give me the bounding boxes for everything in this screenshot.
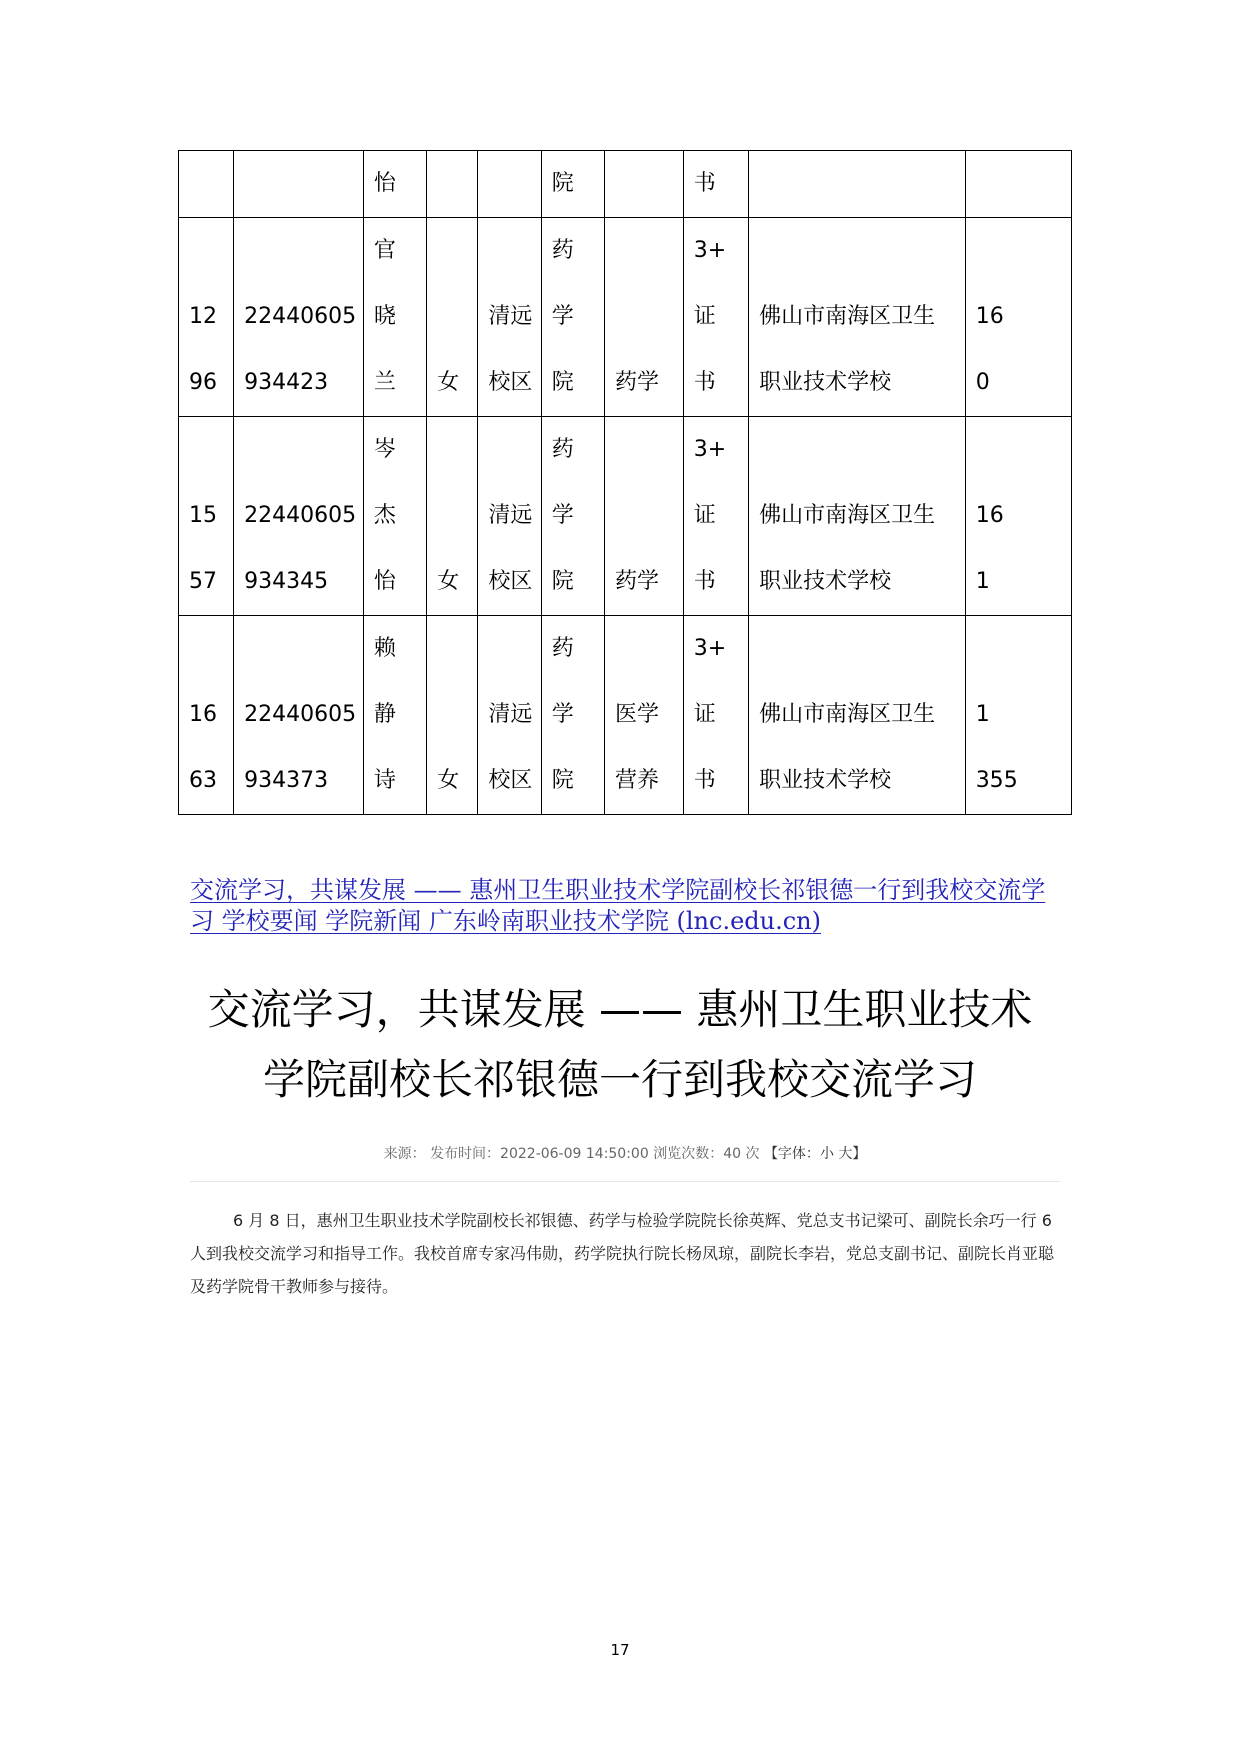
origin-school: 佛山市南海区卫生 职业技术学校: [749, 616, 966, 815]
title-line-2: 学院副校长祁银德一行到我校交流学习: [262, 1055, 977, 1104]
font-large-button[interactable]: 大: [838, 1146, 853, 1162]
table-row: 怡 院 书: [179, 151, 1072, 218]
college: 药 学 院: [541, 218, 604, 417]
student-name: 岑 杰 怡: [363, 417, 426, 616]
exam-id: 22440605 934373: [234, 616, 364, 815]
score: 16 0: [965, 218, 1071, 417]
major: 药学: [605, 218, 684, 417]
table-row: [179, 417, 1072, 616]
student-name: 赖 静 诗: [363, 616, 426, 815]
title-line-1: 交流学习，共谋发展 —— 惠州卫生职业技术: [207, 985, 1033, 1034]
article-body: 6 月 8 日，惠州卫生职业技术学院副校长祁银德、药学与检验学院院长徐英辉、党总支书记梁可、副院长余巧一行 6 人到我校交流学习和指导工作。我校首席专家冯伟勋，药学院执行院长杨凤琼，副院长李岩，党总支副书记、副院长肖亚聪及药学院骨干教师参与接待。: [190, 1211, 1055, 1296]
font-small-button[interactable]: 小: [819, 1146, 834, 1162]
source-label: 来源：: [383, 1146, 426, 1162]
origin-school: 佛山市南海区卫生 职业技术学校: [749, 417, 966, 616]
major: 医学 营养: [605, 616, 684, 815]
view-count: 浏览次数：40 次: [653, 1146, 760, 1162]
college: 药 学 院: [541, 616, 604, 815]
score: 1 355: [965, 616, 1071, 815]
score: 16 1: [965, 417, 1071, 616]
origin-school: 佛山市南海区卫生 职业技术学校: [749, 218, 966, 417]
campus: 清远 校区: [478, 218, 541, 417]
admission-type: 3+ 证 书: [683, 616, 748, 815]
major: 药学: [605, 417, 684, 616]
table-row: [179, 616, 1072, 815]
student-table: [178, 150, 1072, 815]
article-meta: [190, 1144, 1060, 1164]
row-no: 15 57: [179, 417, 234, 616]
campus: 清远 校区: [478, 616, 541, 815]
gender: 女: [427, 218, 478, 417]
page-number: 17: [610, 1641, 630, 1659]
divider: [190, 1181, 1060, 1182]
college: 药 学 院: [541, 417, 604, 616]
font-size-close: 】: [852, 1146, 867, 1162]
article-title: [180, 975, 1060, 1115]
publish-time: 发布时间：2022-06-09 14:50:00: [430, 1146, 649, 1162]
campus: 清远 校区: [478, 417, 541, 616]
font-size-label: 【字体：: [763, 1146, 820, 1162]
table-row: [179, 218, 1072, 417]
admission-type: 3+ 证 书: [683, 218, 748, 417]
exam-id: 22440605 934423: [234, 218, 364, 417]
student-name: 官 晓 兰: [363, 218, 426, 417]
row-no: 12 96: [179, 218, 234, 417]
row-no: 16 63: [179, 616, 234, 815]
exam-id: 22440605 934345: [234, 417, 364, 616]
gender: 女: [427, 616, 478, 815]
admission-type: 3+ 证 书: [683, 417, 748, 616]
article-link[interactable]: 交流学习，共谋发展 —— 惠州卫生职业技术学院副校长祁银德一行到我校交流学习 学校要闻 学院新闻 广东岭南职业技术学院 (lnc.edu.cn): [190, 876, 1046, 935]
gender: 女: [427, 417, 478, 616]
